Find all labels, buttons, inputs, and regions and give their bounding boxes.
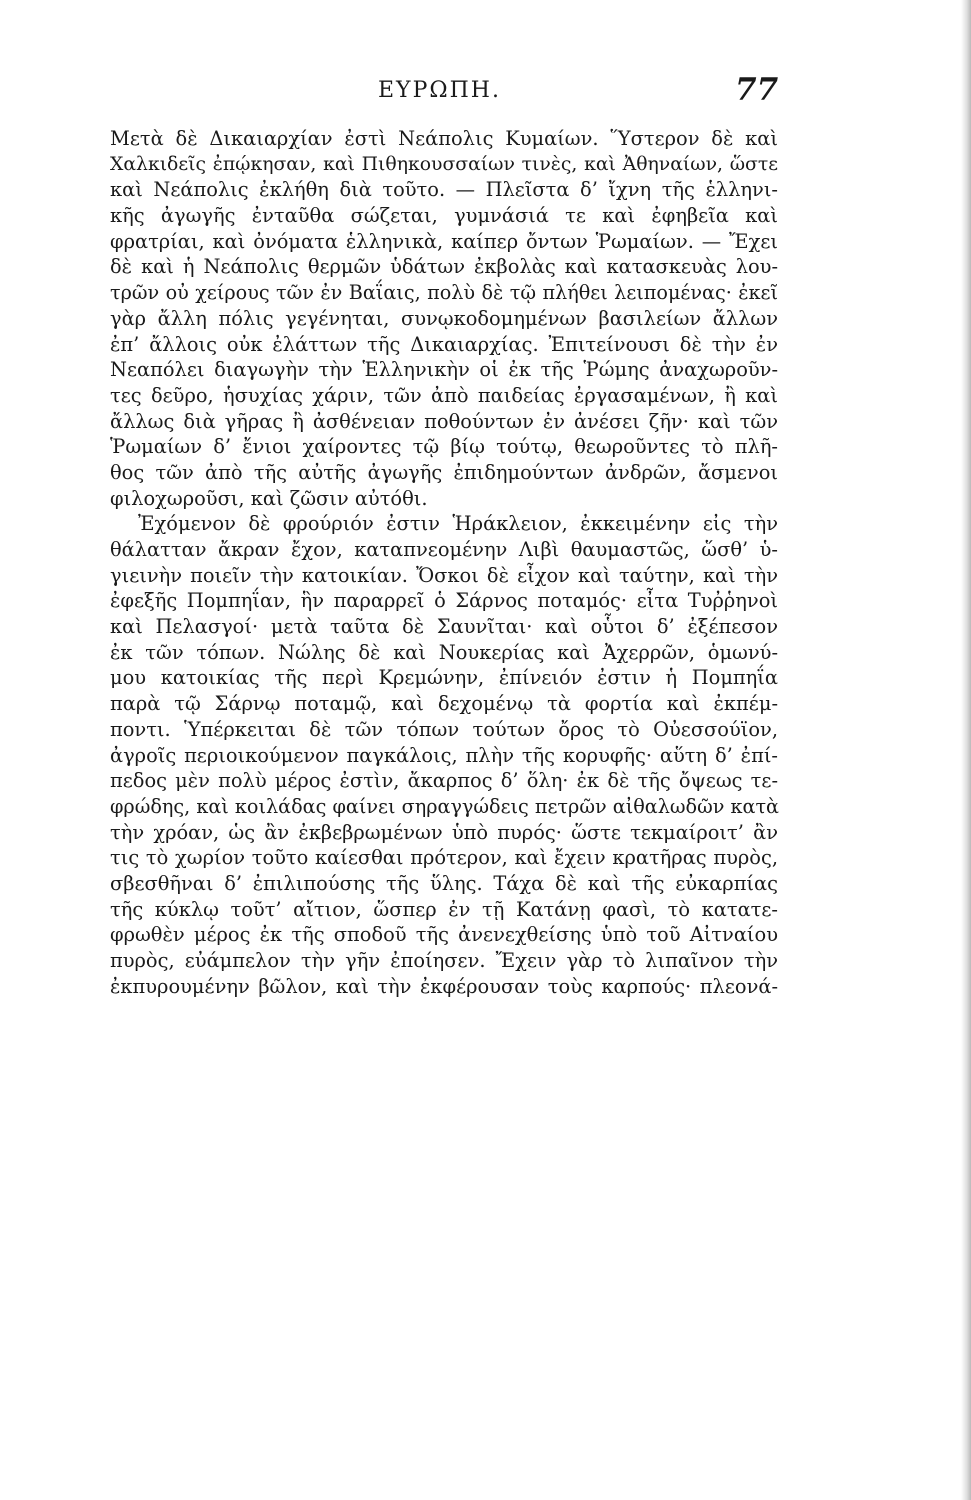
paragraph-start-line: Ἐχόμενον δὲ φρούριόν ἐστιν Ἡράκλειον, ἐκκειμένην εἰς τὴν <box>138 512 778 536</box>
text-line: Ῥωμαίων δ’ ἔνιοι χαίροντες τῷ βίῳ τούτῳ, θεωροῦντες τὸ πλῆ- <box>110 435 778 459</box>
running-head <box>0 72 971 112</box>
text-line: καὶ Νεάπολις ἐκλήθη διὰ τοῦτο. — Πλεῖστα δ’ ἴχνη τῆς ἑλληνι- <box>110 178 778 202</box>
text-line: φρωθὲν μέρος ἐκ τῆς σποδοῦ τῆς ἀνενεχθείσης ὑπὸ τοῦ Αἰτναίου <box>110 923 778 947</box>
text-line: τις τὸ χωρίον τοῦτο καίεσθαι πρότερον, καὶ ἔχειν κρατῆρας πυρὸς, <box>110 846 778 870</box>
text-line: ἐπ’ ἄλλοις οὐκ ἐλάττων τῆς Δικαιαρχίας. Ἐπιτείνουσι δὲ τὴν ἐν <box>110 332 778 356</box>
text-line: δὲ καὶ ἡ Νεάπολις θερμῶν ὑδάτων ἐκβολὰς καὶ κατασκευὰς λου- <box>110 255 778 279</box>
page-number: 77 <box>735 72 779 108</box>
text-line: καὶ Πελασγοί· μετὰ ταῦτα δὲ Σαυνῖται· καὶ οὗτοι δ’ ἐξέπεσον <box>110 615 778 639</box>
binding-edge-shadow <box>961 0 971 1500</box>
text-line: σβεσθῆναι δ’ ἐπιλιπούσης τῆς ὕλης. Τάχα δὲ καὶ τῆς εὐκαρπίας <box>110 871 778 895</box>
text-line: ἐφεξῆς Πομπηΐαν, ἣν παραρρεῖ ὁ Σάρνος ποταμός· εἶτα Τυῤῥηνοὶ <box>110 589 778 613</box>
running-head-title: ΕΥΡΩΠΗ. <box>378 78 501 103</box>
text-line: μου κατοικίας τῆς περὶ Κρεμώνην, ἐπίνειόν ἐστιν ἡ Πομπηΐα <box>110 666 778 690</box>
text-line: φρατρίαι, καὶ ὀνόματα ἑλληνικὰ, καίπερ ὄντων Ῥωμαίων. — Ἔχει <box>110 229 778 253</box>
text-line: ποντι. Ὑπέρκειται δὲ τῶν τόπων τούτων ὄρος τὸ Οὐεσσούϊον, <box>110 717 778 741</box>
text-line: ἐκ τῶν τόπων. Νώλης δὲ καὶ Νουκερίας καὶ Ἀχερρῶν, ὁμωνύ- <box>110 640 778 664</box>
text-line: τρῶν οὐ χείρους τῶν ἐν Βαΐαις, πολὺ δὲ τῷ πλήθει λειπομένας· ἐκεῖ <box>110 281 778 305</box>
text-line: ἄλλως διὰ γῆρας ἢ ἀσθένειαν ποθούντων ἐν ἀνέσει ζῆν· καὶ τῶν <box>110 409 778 433</box>
text-line: τὴν χρόαν, ὡς ἂν ἐκβεβρωμένων ὑπὸ πυρός· ὥστε τεκμαίροιτ’ ἂν <box>110 820 778 844</box>
text-line: κῆς ἀγωγῆς ἐνταῦθα σώζεται, γυμνάσιά τε καὶ ἐφηβεῖα καὶ <box>110 204 778 228</box>
text-line: ἀγροῖς περιοικούμενον παγκάλοις, πλὴν τῆς κορυφῆς· αὕτη δ’ ἐπί- <box>110 743 778 767</box>
text-line: γιεινὴν ποιεῖν τὴν κατοικίαν. Ὄσκοι δὲ εἶχον καὶ ταύτην, καὶ τὴν <box>110 563 778 587</box>
text-line: Νεαπόλει διαγωγὴν τὴν Ἑλληνικὴν οἱ ἐκ τῆς Ῥώμης ἀναχωροῦν- <box>110 358 778 382</box>
text-line: Μετὰ δὲ Δικαιαρχίαν ἐστὶ Νεάπολις Κυμαίων. Ὕστερον δὲ καὶ <box>110 127 778 150</box>
text-line: τῆς κύκλῳ τοῦτ’ αἴτιον, ὥσπερ ἐν τῇ Κατάνῃ φασὶ, τὸ κατατε- <box>110 897 778 921</box>
text-line: θάλατταν ἄκραν ἔχον, καταπνεομένην Λιβὶ θαυμαστῶς, ὥσθ’ ὑ- <box>110 538 778 561</box>
text-line: παρὰ τῷ Σάρνῳ ποταμῷ, καὶ δεχομένῳ τὰ φορτία καὶ ἐκπέμ- <box>110 692 778 716</box>
text-line: πεδος μὲν πολὺ μέρος ἐστὶν, ἄκαρπος δ’ ὅλη· ἐκ δὲ τῆς ὄψεως τε- <box>110 769 778 793</box>
text-line: Χαλκιδεῖς ἐπῴκησαν, καὶ Πιθηκουσσαίων τινὲς, καὶ Ἀθηναίων, ὥστε <box>110 153 778 175</box>
body-text <box>110 126 778 999</box>
text-line: θος τῶν ἀπὸ τῆς αὐτῆς ἀγωγῆς ἐπιδημούντων ἀνδρῶν, ἄσμενοι <box>110 460 778 484</box>
text-line: φρώδης, καὶ κοιλάδας φαίνει σηραγγώδεις πετρῶν αἰθαλωδῶν κατὰ <box>110 794 780 818</box>
text-line: ἐκπυρουμένην βῶλον, καὶ τὴν ἐκφέρουσαν τοὺς καρπούς· πλεονά- <box>110 974 778 998</box>
text-line: γὰρ ἄλλη πόλις γεγένηται, συνῳκοδομημένων βασιλείων ἄλλων <box>110 306 778 330</box>
paragraph-end-line: φιλοχωροῦσι, καὶ ζῶσιν αὐτόθι. <box>110 486 428 510</box>
text-line: πυρὸς, εὐάμπελον τὴν γῆν ἐποίησεν. Ἔχειν γὰρ τὸ λιπαῖνον τὴν <box>110 949 778 972</box>
text-line: τες δεῦρο, ἡσυχίας χάριν, τῶν ἀπὸ παιδείας ἐργασαμένων, ἢ καὶ <box>110 383 778 407</box>
